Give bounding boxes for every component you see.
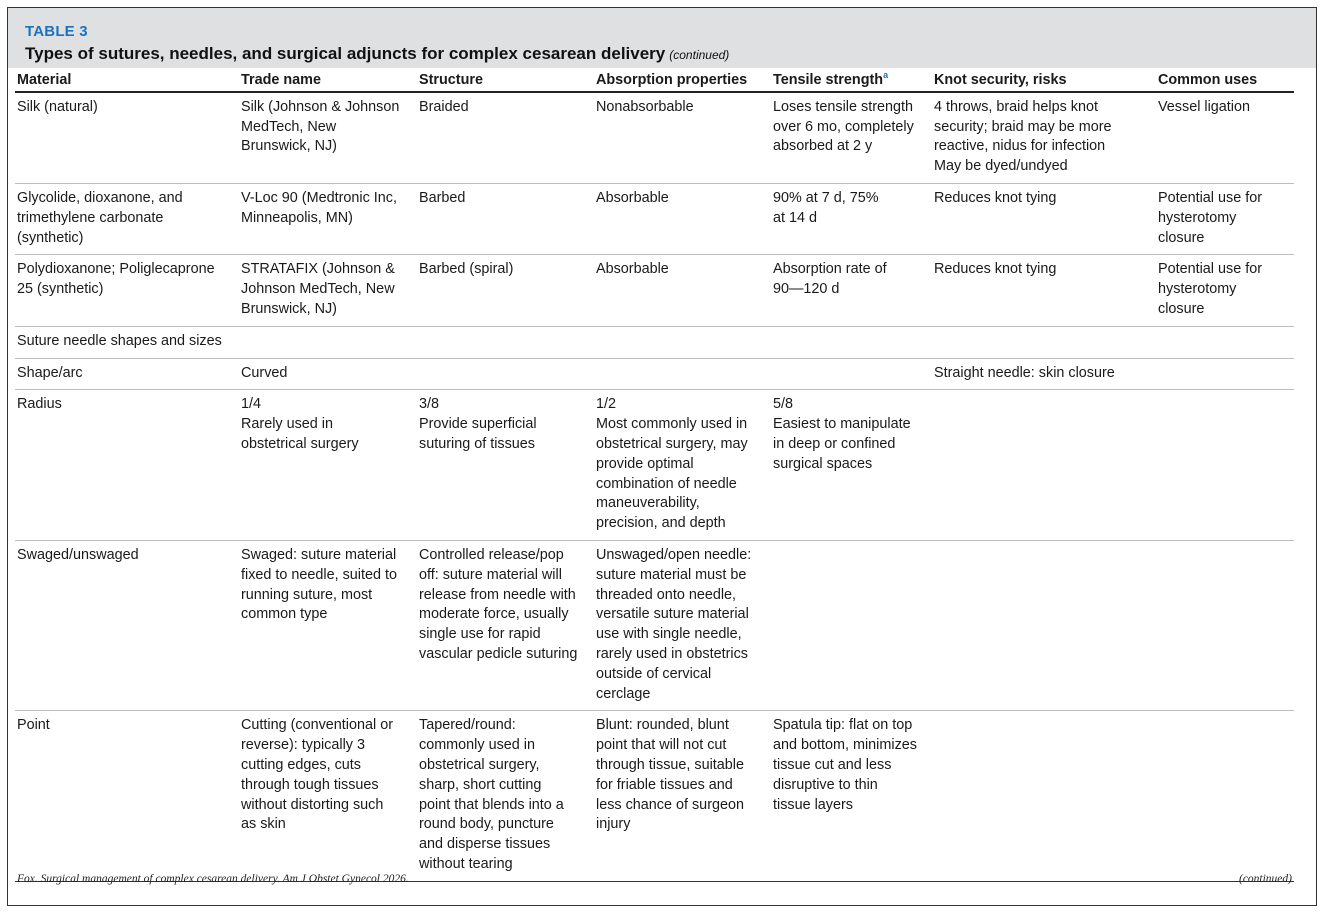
footer: [17, 873, 1292, 885]
citation: Fox. Surgical management of complex cesarean delivery. Am J Obstet Gynecol 2026.: [17, 873, 409, 885]
cell-trade-name: Curved: [239, 358, 417, 390]
table-title-text: Types of sutures, needles, and surgical adjuncts for complex cesarean delivery: [25, 44, 666, 63]
col-header-absorption: Absorption properties: [594, 62, 771, 92]
col-header-structure: Structure: [417, 62, 594, 92]
col-header-material: Material: [15, 62, 239, 92]
table-row: [15, 183, 1294, 254]
cell-material: Silk (natural): [15, 92, 239, 184]
cell-material: Shape/arc: [15, 358, 239, 390]
table-row: [15, 92, 1294, 184]
col-header-tensile-strength: [771, 62, 932, 92]
col-header-trade-name: Trade name: [239, 62, 417, 92]
cell-structure: Tapered/round: commonly used in obstetrical surgery, sharp, short cutting point that blends into a round body, puncture and disperse tissues without tearing: [417, 711, 594, 881]
cell-knot-security: 4 throws, braid helps knot security; braid may be more reactive, nidus for infection May be dyed/undyed: [932, 92, 1156, 184]
cell-trade-name: [239, 326, 417, 358]
table-row: [15, 358, 1294, 390]
cell-trade-name: V-Loc 90 (Medtronic Inc, Minneapolis, MN): [239, 183, 417, 254]
cell-absorption: Unswaged/open needle: suture material must be threaded onto needle, versatile suture material use with single needle, rarely used in obstetrics outside of cervical cerclage: [594, 540, 771, 710]
cell-tensile-strength: [771, 540, 932, 710]
cell-knot-security: Reduces knot tying: [932, 255, 1156, 326]
cell-trade-name: 1/4 Rarely used in obstetrical surgery: [239, 390, 417, 541]
cell-trade-name: Silk (Johnson & Johnson MedTech, New Brunswick, NJ): [239, 92, 417, 184]
cell-trade-name: Swaged: suture material fixed to needle, suited to running suture, most common type: [239, 540, 417, 710]
cell-structure: Controlled release/pop off: suture material will release from needle with moderate force, usually single use for rapid vascular pedicle suturing: [417, 540, 594, 710]
table-row: [15, 390, 1294, 541]
cell-structure: 3/8 Provide superficial suturing of tissues: [417, 390, 594, 541]
cell-tensile-strength: Spatula tip: flat on top and bottom, minimizes tissue cut and less disruptive to thin tissue layers: [771, 711, 932, 881]
cell-tensile-strength: [771, 358, 932, 390]
cell-absorption: 1/2 Most commonly used in obstetrical surgery, may provide optimal combination of needle maneuverability, precision, and depth: [594, 390, 771, 541]
cell-absorption: [594, 326, 771, 358]
cell-tensile-strength: Absorption rate of 90—120 d: [771, 255, 932, 326]
table-label: TABLE 3: [25, 23, 88, 40]
cell-common-uses: Potential use for hysterotomy closure: [1156, 255, 1294, 326]
cell-absorption: Absorbable: [594, 183, 771, 254]
cell-material: Glycolide, dioxanone, and trimethylene carbonate (synthetic): [15, 183, 239, 254]
cell-absorption: Blunt: rounded, blunt point that will not cut through tissue, suitable for friable tissues and less chance of surgeon injury: [594, 711, 771, 881]
table-title-note: (continued): [669, 48, 730, 62]
cell-knot-security: Reduces knot tying: [932, 183, 1156, 254]
continued-note: (continued): [1238, 873, 1292, 885]
cell-knot-security: [932, 711, 1156, 881]
cell-knot-security: [932, 540, 1156, 710]
cell-common-uses: [1156, 326, 1294, 358]
table-row: [15, 255, 1294, 326]
table-header-band: [8, 8, 1316, 68]
table-title: [25, 44, 729, 64]
cell-structure: [417, 358, 594, 390]
cell-tensile-strength: [771, 326, 932, 358]
cell-structure: [417, 326, 594, 358]
cell-material: Suture needle shapes and sizes: [15, 326, 239, 358]
cell-common-uses: [1156, 540, 1294, 710]
cell-material: Radius: [15, 390, 239, 541]
cell-common-uses: Vessel ligation: [1156, 92, 1294, 184]
cell-tensile-strength: 5/8 Easiest to manipulate in deep or confined surgical spaces: [771, 390, 932, 541]
cell-absorption: Absorbable: [594, 255, 771, 326]
col-header-knot-security: Knot security, risks: [932, 62, 1156, 92]
cell-knot-security: [932, 326, 1156, 358]
cell-absorption: Nonabsorbable: [594, 92, 771, 184]
cell-knot-security: [932, 390, 1156, 541]
col-header-tensile-text: Tensile strength: [773, 71, 884, 88]
cell-absorption: [594, 358, 771, 390]
cell-trade-name: Cutting (conventional or reverse): typically 3 cutting edges, cuts through tough tissues without distorting such as skin: [239, 711, 417, 881]
cell-structure: Braided: [417, 92, 594, 184]
sutures-table: [15, 62, 1294, 882]
cell-common-uses: [1156, 390, 1294, 541]
cell-tensile-strength: Loses tensile strength over 6 mo, completely absorbed at 2 y: [771, 92, 932, 184]
cell-knot-security: Straight needle: skin closure: [932, 358, 1156, 390]
cell-material: Polydioxanone; Poliglecaprone 25 (synthetic): [15, 255, 239, 326]
col-header-common-uses: Common uses: [1156, 62, 1294, 92]
table-row: [15, 326, 1294, 358]
cell-structure: Barbed: [417, 183, 594, 254]
cell-common-uses: [1156, 711, 1294, 881]
cell-common-uses: [1156, 358, 1294, 390]
table-row: [15, 540, 1294, 710]
table-body: [15, 92, 1294, 881]
cell-tensile-strength: 90% at 7 d, 75% at 14 d: [771, 183, 932, 254]
cell-structure: Barbed (spiral): [417, 255, 594, 326]
cell-trade-name: STRATAFIX (Johnson & Johnson MedTech, New Brunswick, NJ): [239, 255, 417, 326]
cell-material: Swaged/unswaged: [15, 540, 239, 710]
cell-common-uses: Potential use for hysterotomy closure: [1156, 183, 1294, 254]
table-row: [15, 711, 1294, 881]
table-header-row: [15, 62, 1294, 92]
footnote-mark: a: [883, 70, 889, 80]
cell-material: Point: [15, 711, 239, 881]
